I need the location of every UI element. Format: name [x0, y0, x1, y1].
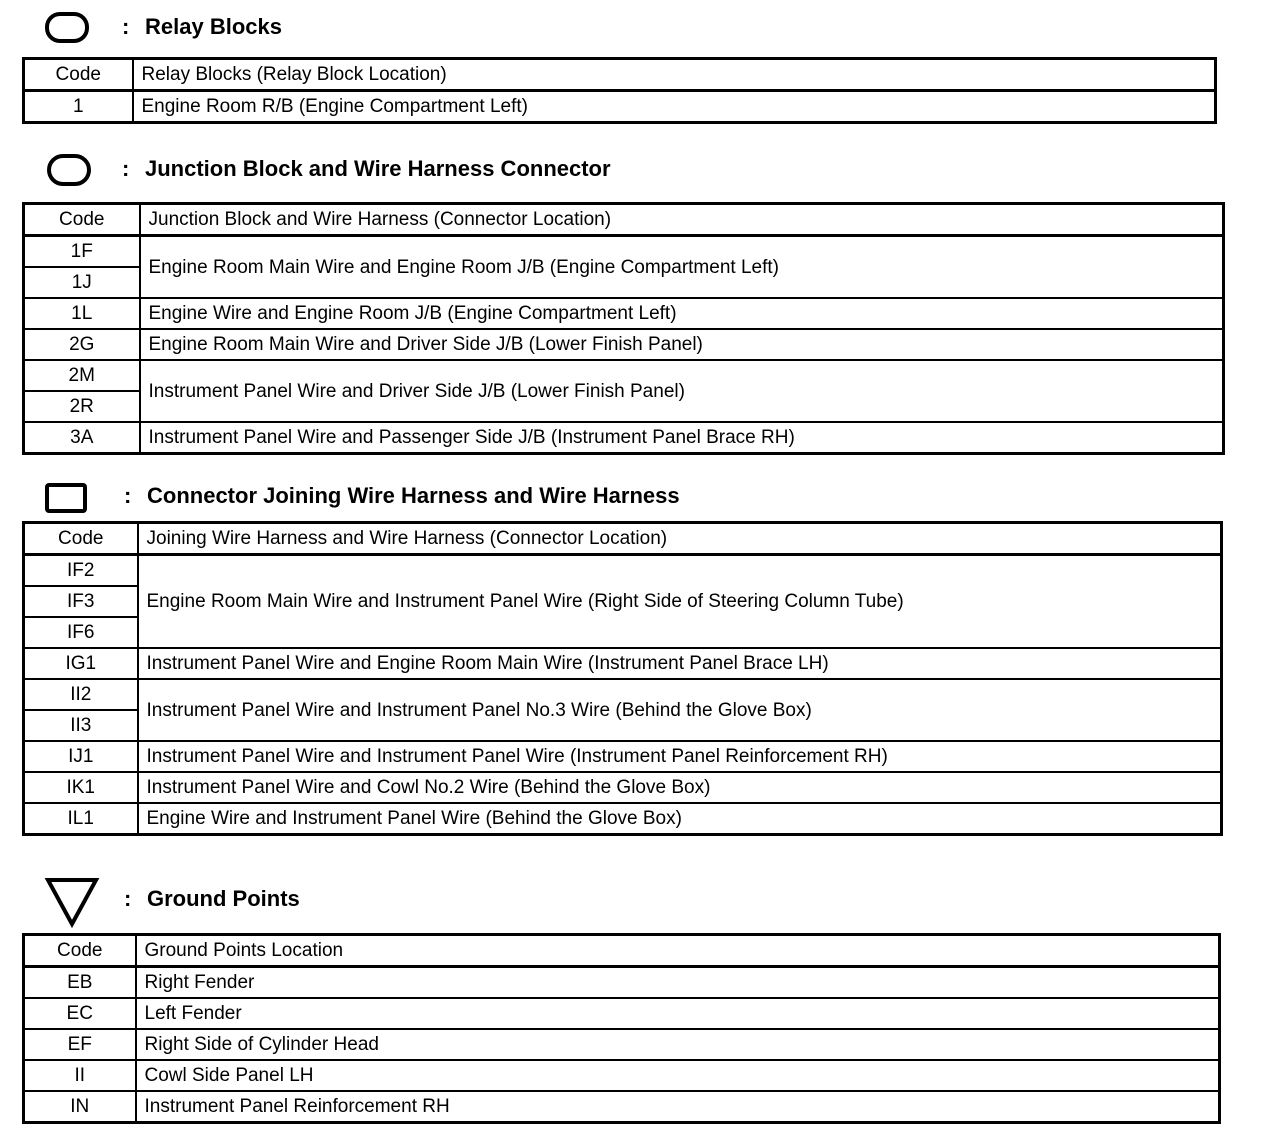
location-header: Relay Blocks (Relay Block Location): [133, 59, 1216, 91]
table-row: [24, 967, 1220, 999]
location-cell: Engine Room Main Wire and Instrument Panel Wire (Right Side of Steering Column Tube): [138, 555, 1222, 649]
table-row: [24, 679, 1222, 710]
oval-icon: [44, 150, 96, 190]
code-cell: IN: [24, 1091, 136, 1123]
ground-points-header: [44, 874, 444, 930]
table-row: [24, 298, 1224, 329]
code-cell: 1: [24, 91, 133, 123]
code-cell: IL1: [24, 803, 138, 835]
code-header: Code: [24, 59, 133, 91]
code-header: Code: [24, 935, 136, 967]
location-cell: Engine Wire and Engine Room J/B (Engine Compartment Left): [140, 298, 1224, 329]
location-cell: Cowl Side Panel LH: [136, 1060, 1220, 1091]
table-row: [24, 998, 1220, 1029]
code-cell: 1F: [24, 236, 140, 268]
table-row: [24, 555, 1222, 587]
location-cell: Left Fender: [136, 998, 1220, 1029]
connector-joining-header: [44, 477, 804, 517]
location-cell: Right Side of Cylinder Head: [136, 1029, 1220, 1060]
table-row: [24, 772, 1222, 803]
table-row: [24, 422, 1224, 454]
connector-joining-table: [22, 521, 1223, 836]
junction-block-title: Junction Block and Wire Harness Connector: [145, 156, 611, 181]
table-header-row: [24, 204, 1224, 236]
code-cell: 2R: [24, 391, 140, 422]
code-cell: IF2: [24, 555, 138, 587]
location-cell: Instrument Panel Wire and Driver Side J/B (Lower Finish Panel): [140, 360, 1224, 422]
code-cell: IF3: [24, 586, 138, 617]
relay-blocks-colon: :: [122, 14, 130, 39]
relay-blocks-title: Relay Blocks: [145, 14, 282, 39]
code-cell: EB: [24, 967, 136, 999]
table-row: [24, 1029, 1220, 1060]
table-row: [24, 236, 1224, 268]
code-cell: II2: [24, 679, 138, 710]
location-cell: Engine Room Main Wire and Engine Room J/B (Engine Compartment Left): [140, 236, 1224, 299]
location-header: Joining Wire Harness and Wire Harness (Connector Location): [138, 523, 1222, 555]
connector-joining-title: Connector Joining Wire Harness and Wire Harness: [147, 483, 680, 508]
code-cell: 3A: [24, 422, 140, 454]
code-cell: 2G: [24, 329, 140, 360]
rectangle-icon: [44, 477, 92, 517]
ground-points-colon: :: [124, 886, 132, 911]
location-cell: Instrument Panel Wire and Engine Room Main Wire (Instrument Panel Brace LH): [138, 648, 1222, 679]
junction-block-table: [22, 202, 1225, 455]
code-cell: II: [24, 1060, 136, 1091]
table-row: [24, 803, 1222, 835]
code-cell: IJ1: [24, 741, 138, 772]
code-cell: IF6: [24, 617, 138, 648]
table-row: [24, 360, 1224, 391]
code-header: Code: [24, 523, 138, 555]
relay-blocks-header: [44, 8, 444, 48]
code-header: Code: [24, 204, 140, 236]
table-row: [24, 648, 1222, 679]
triangle-down-icon: [44, 874, 100, 928]
junction-block-colon: :: [122, 156, 130, 181]
table-header-row: [24, 523, 1222, 555]
rounded-rect-icon: [44, 8, 92, 48]
location-cell: Instrument Panel Wire and Cowl No.2 Wire (Behind the Glove Box): [138, 772, 1222, 803]
junction-block-header: [44, 150, 744, 190]
table-row: [24, 1060, 1220, 1091]
ground-points-title: Ground Points: [147, 886, 300, 911]
relay-blocks-table: [22, 57, 1217, 124]
table-header-row: [24, 935, 1220, 967]
location-cell: Instrument Panel Wire and Passenger Side J/B (Instrument Panel Brace RH): [140, 422, 1224, 454]
location-header: Ground Points Location: [136, 935, 1220, 967]
ground-points-table: [22, 933, 1221, 1124]
location-cell: Engine Room R/B (Engine Compartment Left): [133, 91, 1216, 123]
code-cell: IG1: [24, 648, 138, 679]
code-cell: EC: [24, 998, 136, 1029]
code-cell: 2M: [24, 360, 140, 391]
location-cell: Instrument Panel Wire and Instrument Panel No.3 Wire (Behind the Glove Box): [138, 679, 1222, 741]
code-cell: 1J: [24, 267, 140, 298]
table-row: [24, 91, 1216, 123]
location-header: Junction Block and Wire Harness (Connector Location): [140, 204, 1224, 236]
table-row: [24, 741, 1222, 772]
location-cell: Right Fender: [136, 967, 1220, 999]
table-header-row: [24, 59, 1216, 91]
code-cell: 1L: [24, 298, 140, 329]
table-row: [24, 329, 1224, 360]
code-cell: II3: [24, 710, 138, 741]
location-cell: Engine Room Main Wire and Driver Side J/B (Lower Finish Panel): [140, 329, 1224, 360]
location-cell: Instrument Panel Wire and Instrument Panel Wire (Instrument Panel Reinforcement RH): [138, 741, 1222, 772]
code-cell: IK1: [24, 772, 138, 803]
code-cell: EF: [24, 1029, 136, 1060]
location-cell: Instrument Panel Reinforcement RH: [136, 1091, 1220, 1123]
connector-joining-colon: :: [124, 483, 132, 508]
table-row: [24, 1091, 1220, 1123]
location-cell: Engine Wire and Instrument Panel Wire (Behind the Glove Box): [138, 803, 1222, 835]
